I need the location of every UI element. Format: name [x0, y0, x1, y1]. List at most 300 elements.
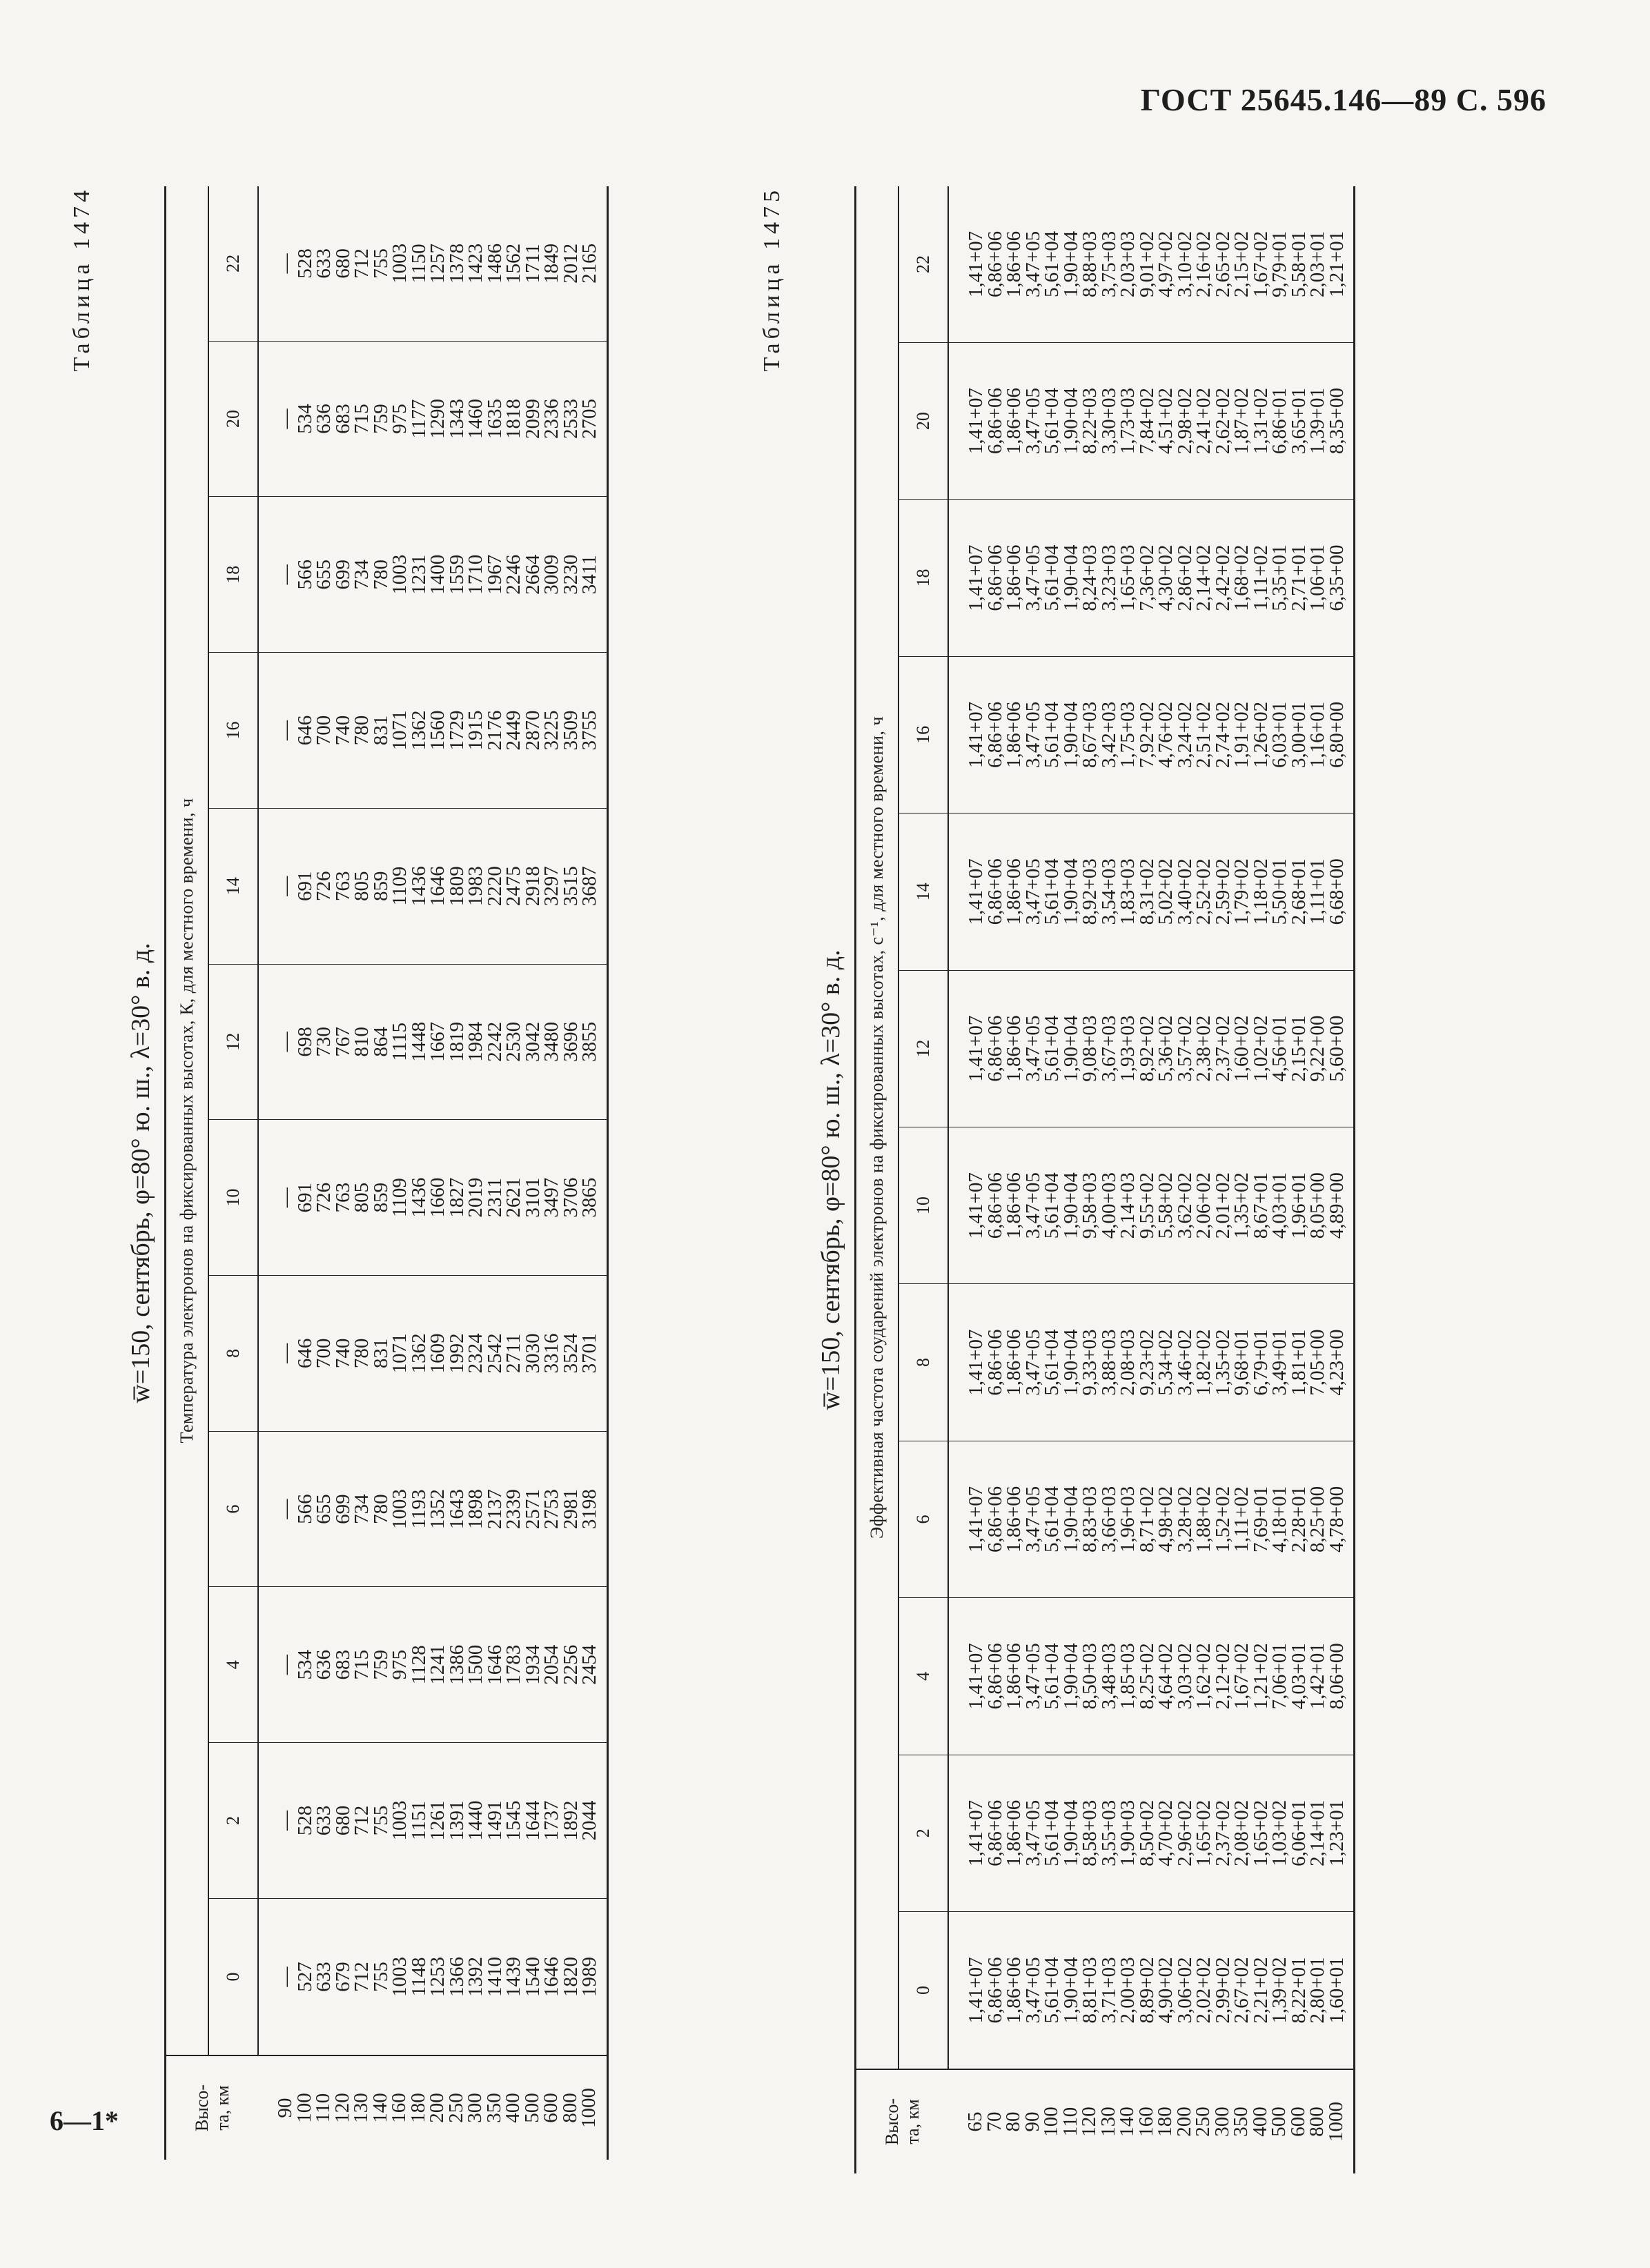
value-cell: 3,54+03: [1097, 858, 1120, 925]
value-cell: 805: [351, 1182, 373, 1213]
value-cell: 1,23+01: [1325, 1799, 1348, 1866]
value-cell: 1,86+06: [1003, 1486, 1025, 1552]
value-cell: 1809: [445, 866, 468, 907]
value-cell: 780: [369, 560, 392, 590]
value-cell: —: [275, 876, 297, 896]
hour-header: 20: [898, 342, 948, 499]
value-cell: 1128: [407, 1645, 430, 1685]
altitude-cell: 200: [1172, 2107, 1195, 2137]
value-column: [948, 1598, 1355, 1755]
altitude-cell: 500: [1268, 2107, 1290, 2137]
value-cell: 2,02+02: [1192, 1957, 1215, 2024]
value-cell: 1400: [426, 554, 449, 595]
table-caption: Температура электронов на фиксированных высотах, К, для местного времени, ч: [166, 186, 209, 2055]
value-cell: 5,02+02: [1155, 858, 1177, 925]
value-cell: 2,98+02: [1173, 388, 1196, 455]
value-cell: 1391: [445, 1800, 468, 1841]
value-cell: 715: [351, 404, 373, 434]
value-cell: 1,83+03: [1117, 858, 1139, 925]
value-cell: 1820: [559, 1956, 582, 1997]
value-cell: 5,61+04: [1041, 858, 1063, 925]
altitude-cell: 160: [388, 2093, 410, 2123]
value-cell: 7,06+01: [1268, 1643, 1290, 1710]
value-cell: 1,86+06: [1003, 230, 1025, 297]
altitude-cell: 300: [1210, 2107, 1233, 2137]
hour-header: 14: [208, 808, 258, 964]
value-cell: 1392: [464, 1956, 487, 1997]
value-cell: 8,31+02: [1135, 858, 1158, 925]
value-cell: 9,33+03: [1079, 1329, 1101, 1396]
value-cell: 2,06+02: [1192, 1172, 1215, 1239]
value-cell: 1261: [426, 1800, 449, 1841]
value-cell: 3,30+03: [1097, 388, 1120, 455]
value-cell: 699: [331, 560, 354, 590]
value-cell: 3,03+02: [1173, 1643, 1196, 1710]
value-cell: 1892: [559, 1800, 582, 1841]
value-cell: 2,16+02: [1192, 230, 1215, 297]
value-cell: 2,14+01: [1306, 1799, 1328, 1866]
altitude-cell: 100: [1040, 2107, 1062, 2137]
value-cell: 831: [369, 715, 392, 746]
value-cell: 1559: [445, 554, 468, 595]
hour-header: 12: [208, 964, 258, 1120]
value-cell: 1343: [445, 399, 468, 440]
value-cell: 1,90+04: [1059, 1486, 1082, 1552]
value-cell: 1,41+07: [965, 388, 987, 455]
value-cell: 1003: [389, 243, 411, 284]
value-cell: 1,86+06: [1003, 1329, 1025, 1396]
value-column: [948, 1911, 1355, 2069]
value-cell: 2176: [483, 710, 506, 751]
value-cell: 1003: [389, 1489, 411, 1530]
altitude-cell: 250: [1192, 2107, 1214, 2137]
value-cell: 1,65+03: [1117, 544, 1139, 611]
value-cell: 2,01+02: [1211, 1172, 1234, 1239]
value-cell: 2256: [559, 1644, 582, 1685]
value-column: [948, 1127, 1355, 1283]
value-cell: 2,03+03: [1117, 230, 1139, 297]
value-cell: 1177: [407, 399, 430, 439]
value-cell: 1,11+02: [1249, 544, 1272, 611]
page-header: ГОСТ 25645.146—89 С. 596: [1140, 82, 1546, 117]
value-cell: 5,60+00: [1325, 1015, 1348, 1082]
value-cell: 8,25+00: [1306, 1486, 1328, 1552]
value-cell: 3480: [540, 1021, 562, 1062]
value-cell: 5,58+02: [1155, 1172, 1177, 1239]
value-cell: 633: [313, 1962, 335, 1992]
value-cell: 1,16+01: [1306, 701, 1328, 768]
altitude-cell: 120: [1078, 2107, 1100, 2137]
value-cell: 780: [351, 1338, 373, 1369]
value-cell: 1967: [483, 554, 506, 595]
table-number: Таблица 1474: [69, 186, 95, 372]
value-cell: 3524: [559, 1333, 582, 1374]
value-column: [258, 1587, 607, 1743]
value-cell: 1,65+02: [1249, 1799, 1272, 1866]
value-column: [258, 964, 607, 1120]
value-cell: 4,00+03: [1097, 1172, 1120, 1239]
value-cell: 528: [293, 248, 316, 279]
value-cell: 2242: [483, 1021, 506, 1062]
value-cell: 3696: [559, 1021, 582, 1062]
value-cell: 5,61+04: [1041, 1172, 1063, 1239]
altitude-cell: 600: [1286, 2107, 1309, 2137]
value-cell: 1,60+02: [1230, 1015, 1253, 1082]
value-cell: 2,14+02: [1192, 544, 1215, 611]
value-cell: 1660: [426, 1177, 449, 1218]
value-cell: 1,31+02: [1249, 388, 1272, 455]
value-cell: 1436: [407, 1177, 430, 1218]
value-cell: 6,86+06: [983, 1329, 1006, 1396]
value-cell: 1818: [502, 399, 524, 440]
value-cell: 5,50+01: [1268, 858, 1290, 925]
value-cell: 3,47+05: [1021, 858, 1044, 925]
value-cell: 1423: [464, 243, 487, 284]
data-table: [854, 186, 1355, 2173]
value-cell: 3701: [578, 1333, 600, 1374]
value-cell: 680: [331, 1805, 354, 1836]
value-cell: 1003: [389, 1800, 411, 1841]
value-column: [948, 970, 1355, 1127]
value-cell: 1,86+06: [1003, 701, 1025, 768]
altitude-column: [258, 2055, 607, 2160]
value-cell: 712: [351, 1962, 373, 1992]
value-cell: 1,79+02: [1230, 858, 1253, 925]
altitude-cell: 130: [350, 2093, 372, 2123]
value-cell: 8,50+03: [1079, 1643, 1101, 1710]
value-cell: 1710: [464, 554, 487, 595]
value-cell: 1500: [464, 1644, 487, 1685]
hour-header: 16: [898, 656, 948, 813]
value-cell: 1609: [426, 1333, 449, 1374]
value-cell: 8,22+03: [1079, 388, 1101, 455]
value-cell: 3198: [578, 1489, 600, 1530]
value-cell: 3,28+02: [1173, 1486, 1196, 1552]
value-cell: —: [275, 564, 297, 585]
value-cell: 8,71+02: [1135, 1486, 1158, 1552]
value-cell: 5,35+01: [1268, 544, 1290, 611]
altitude-cell: 400: [1248, 2107, 1271, 2137]
value-cell: —: [275, 1655, 297, 1675]
value-cell: 859: [369, 1182, 392, 1213]
value-cell: 1646: [540, 1956, 562, 1997]
value-cell: 3225: [540, 710, 562, 751]
value-cell: 3,71+03: [1097, 1957, 1120, 2024]
value-cell: 2,80+01: [1306, 1957, 1328, 2024]
value-cell: 4,64+02: [1155, 1643, 1177, 1710]
value-cell: 8,83+03: [1079, 1486, 1101, 1552]
value-cell: 3,47+05: [1021, 1643, 1044, 1710]
value-cell: 2,59+02: [1211, 858, 1234, 925]
value-cell: 1,67+02: [1249, 230, 1272, 297]
value-cell: 691: [293, 1182, 316, 1213]
value-cell: 1,41+07: [965, 1329, 987, 1396]
value-cell: 1,65+02: [1192, 1799, 1215, 1866]
value-cell: 1643: [445, 1489, 468, 1530]
value-cell: 1,86+06: [1003, 1643, 1025, 1710]
value-cell: 6,79+01: [1249, 1329, 1272, 1396]
value-cell: 6,06+01: [1287, 1799, 1310, 1866]
value-cell: 3,48+03: [1097, 1643, 1120, 1710]
value-cell: 2753: [540, 1489, 562, 1530]
altitude-cell: 90: [274, 2098, 296, 2118]
value-cell: 1,86+06: [1003, 388, 1025, 455]
value-cell: 6,86+06: [983, 544, 1006, 611]
value-cell: 8,89+02: [1135, 1957, 1158, 2024]
altitude-column: [948, 2069, 1355, 2173]
value-cell: 1,41+07: [965, 544, 987, 611]
value-cell: 566: [293, 560, 316, 590]
value-cell: 700: [313, 1338, 335, 1369]
hour-header: 18: [208, 497, 258, 653]
value-cell: 2,12+02: [1211, 1643, 1234, 1710]
value-cell: 1,68+02: [1230, 544, 1253, 611]
value-cell: —: [275, 1187, 297, 1208]
value-cell: 5,61+04: [1041, 1957, 1063, 2024]
value-cell: 1,02+02: [1249, 1015, 1272, 1082]
altitude-cell: 110: [312, 2093, 334, 2123]
value-cell: 2870: [521, 710, 544, 751]
value-cell: 2,67+02: [1230, 1957, 1253, 2024]
altitude-cell: 400: [502, 2093, 524, 2123]
value-cell: 5,61+04: [1041, 701, 1063, 768]
value-cell: 1,41+07: [965, 1486, 987, 1552]
value-cell: 1436: [407, 866, 430, 907]
page-folio: 6—1*: [50, 2105, 119, 2136]
value-cell: 1115: [389, 1023, 411, 1061]
value-cell: 1,86+06: [1003, 858, 1025, 925]
value-cell: 1827: [445, 1177, 468, 1218]
value-cell: 1646: [426, 866, 449, 907]
value-cell: 1150: [407, 244, 430, 284]
value-column: [258, 653, 607, 809]
value-cell: 1,86+06: [1003, 1799, 1025, 1866]
hour-header: 22: [898, 186, 948, 342]
value-cell: 2246: [502, 554, 524, 595]
value-cell: 3,47+05: [1021, 1799, 1044, 1866]
value-cell: 2,37+02: [1211, 1799, 1234, 1866]
value-cell: 1729: [445, 710, 468, 751]
value-cell: 3042: [521, 1021, 544, 1062]
value-cell: 730: [313, 1027, 335, 1057]
value-cell: 4,76+02: [1155, 701, 1177, 768]
value-cell: 2705: [578, 399, 600, 440]
value-cell: 9,79+01: [1268, 230, 1290, 297]
value-cell: 1984: [464, 1021, 487, 1062]
value-cell: 646: [293, 1338, 316, 1369]
value-cell: 1,42+01: [1306, 1643, 1328, 1710]
hour-header: 6: [208, 1431, 258, 1587]
altitude-cell: 70: [983, 2111, 1005, 2132]
value-cell: 1439: [502, 1956, 524, 1997]
altitude-cell: 800: [1306, 2107, 1328, 2137]
value-cell: 1486: [483, 243, 506, 284]
value-cell: 1737: [540, 1800, 562, 1841]
value-cell: 1109: [389, 1178, 411, 1218]
value-cell: 2533: [559, 399, 582, 440]
value-cell: 2475: [502, 866, 524, 907]
value-cell: 679: [331, 1962, 354, 1992]
altitude-cell: 120: [331, 2093, 353, 2123]
value-cell: 3,88+03: [1097, 1329, 1120, 1396]
value-cell: 8,67+03: [1079, 701, 1101, 768]
value-cell: 1,18+02: [1249, 858, 1272, 925]
value-cell: 1,75+03: [1117, 701, 1139, 768]
value-cell: 2099: [521, 399, 544, 440]
value-cell: 2336: [540, 399, 562, 440]
value-cell: 2918: [521, 866, 544, 907]
value-cell: 3,47+05: [1021, 1957, 1044, 2024]
value-cell: 7,92+02: [1135, 701, 1158, 768]
value-cell: 2,86+02: [1173, 544, 1196, 611]
value-cell: 2,15+02: [1230, 230, 1253, 297]
value-cell: 1,52+02: [1211, 1486, 1234, 1552]
value-cell: 2,41+02: [1192, 388, 1215, 455]
value-cell: 1667: [426, 1021, 449, 1062]
value-cell: 1352: [426, 1489, 449, 1530]
value-cell: 1,86+06: [1003, 1172, 1025, 1239]
value-cell: 2621: [502, 1177, 524, 1218]
value-cell: 1,90+04: [1059, 1329, 1082, 1396]
value-cell: 1,06+01: [1306, 544, 1328, 611]
value-cell: 1,90+04: [1059, 544, 1082, 611]
value-column: [258, 1120, 607, 1276]
value-cell: 5,61+04: [1041, 1799, 1063, 1866]
value-cell: 755: [369, 1962, 392, 1992]
value-cell: 1898: [464, 1489, 487, 1530]
value-cell: 1,39+01: [1306, 388, 1328, 455]
value-cell: 3,66+03: [1097, 1486, 1120, 1552]
value-cell: 1540: [521, 1956, 544, 1997]
value-cell: 3411: [578, 555, 600, 595]
altitude-cell: 250: [444, 2093, 467, 2123]
value-cell: 1560: [426, 710, 449, 751]
value-cell: 7,05+00: [1306, 1329, 1328, 1396]
value-cell: 1,60+01: [1325, 1957, 1348, 2024]
value-cell: 805: [351, 871, 373, 901]
value-cell: 1,26+02: [1249, 701, 1272, 768]
value-cell: 1253: [426, 1956, 449, 1997]
value-column: [948, 500, 1355, 656]
value-cell: 726: [313, 871, 335, 901]
value-cell: 3,65+01: [1287, 388, 1310, 455]
value-cell: 1378: [445, 243, 468, 284]
hour-header: 4: [898, 1598, 948, 1755]
value-cell: 4,98+02: [1155, 1486, 1177, 1552]
value-cell: 3687: [578, 866, 600, 907]
altitude-cell: 140: [1116, 2107, 1138, 2137]
value-cell: 8,81+03: [1079, 1957, 1101, 2024]
table-parameters: w̅=150, сентябрь, φ=80° ю. ш., λ=30° в. д.: [126, 943, 155, 1403]
hour-header: 12: [898, 970, 948, 1127]
altitude-cell: 600: [540, 2093, 562, 2123]
value-cell: 2,38+02: [1192, 1015, 1215, 1082]
value-column: [258, 341, 607, 497]
value-cell: 1109: [389, 866, 411, 906]
value-cell: 3,47+05: [1021, 1329, 1044, 1396]
value-cell: 1,90+04: [1059, 1015, 1082, 1082]
value-cell: —: [275, 1966, 297, 1987]
value-cell: 6,35+00: [1325, 544, 1348, 611]
value-cell: 6,86+06: [983, 230, 1006, 297]
value-cell: 6,86+06: [983, 1486, 1006, 1552]
altitude-cell: 90: [1021, 2111, 1043, 2132]
hour-header: 20: [208, 341, 258, 497]
value-cell: 5,61+04: [1041, 1329, 1063, 1396]
value-cell: 3,23+03: [1097, 544, 1120, 611]
value-cell: 1,41+07: [965, 1957, 987, 2024]
value-cell: 1983: [464, 866, 487, 907]
value-cell: 2,71+01: [1287, 544, 1310, 611]
hour-header: 18: [898, 500, 948, 656]
value-cell: 975: [389, 404, 411, 434]
value-cell: 3,24+02: [1173, 701, 1196, 768]
value-cell: 1231: [407, 554, 430, 595]
value-cell: 2339: [502, 1489, 524, 1530]
altitude-header: Высо- та, км: [166, 2055, 259, 2160]
value-cell: 755: [369, 248, 392, 279]
value-cell: 1,41+07: [965, 1172, 987, 1239]
value-cell: 4,78+00: [1325, 1486, 1348, 1552]
value-column: [948, 1755, 1355, 1911]
value-cell: 780: [369, 1494, 392, 1524]
altitude-cell: 130: [1097, 2107, 1119, 2137]
value-cell: 1,67+02: [1230, 1643, 1253, 1710]
value-cell: 5,61+04: [1041, 230, 1063, 297]
value-cell: 2,52+02: [1192, 858, 1215, 925]
value-cell: —: [275, 1811, 297, 1831]
hour-header: 4: [208, 1587, 258, 1743]
value-cell: 859: [369, 871, 392, 901]
value-cell: 2711: [502, 1333, 524, 1373]
value-cell: 1,41+07: [965, 1015, 987, 1082]
value-cell: 566: [293, 1494, 316, 1524]
value-column: [258, 1743, 607, 1899]
hour-header: 6: [898, 1441, 948, 1597]
value-cell: 3,47+05: [1021, 701, 1044, 768]
value-cell: 1003: [389, 554, 411, 595]
value-cell: 3755: [578, 710, 600, 751]
value-cell: 4,90+02: [1155, 1957, 1177, 2024]
hour-header: 16: [208, 653, 258, 809]
value-column: [258, 186, 607, 341]
altitude-cell: 180: [1154, 2107, 1176, 2137]
value-cell: 3865: [578, 1177, 600, 1218]
value-cell: 763: [331, 871, 354, 901]
value-cell: 1,41+07: [965, 858, 987, 925]
value-cell: 1386: [445, 1644, 468, 1685]
value-cell: 864: [369, 1027, 392, 1057]
value-cell: 1,82+02: [1192, 1329, 1215, 1396]
value-cell: 1193: [407, 1489, 430, 1529]
value-cell: 780: [351, 715, 373, 746]
data-table: [164, 186, 609, 2160]
value-cell: 6,80+00: [1325, 701, 1348, 768]
value-cell: 767: [331, 1027, 354, 1057]
value-cell: 1644: [521, 1800, 544, 1841]
value-cell: 1257: [426, 243, 449, 284]
value-cell: 691: [293, 871, 316, 901]
value-cell: 4,51+02: [1155, 388, 1177, 455]
value-cell: 633: [313, 248, 335, 279]
value-cell: 3101: [521, 1177, 544, 1218]
value-cell: 680: [331, 248, 354, 279]
value-cell: 3,75+03: [1097, 230, 1120, 297]
altitude-cell: 65: [964, 2111, 986, 2132]
value-cell: 5,61+04: [1041, 1486, 1063, 1552]
value-cell: 9,58+03: [1079, 1172, 1101, 1239]
altitude-header: Высо- та, км: [856, 2069, 949, 2173]
